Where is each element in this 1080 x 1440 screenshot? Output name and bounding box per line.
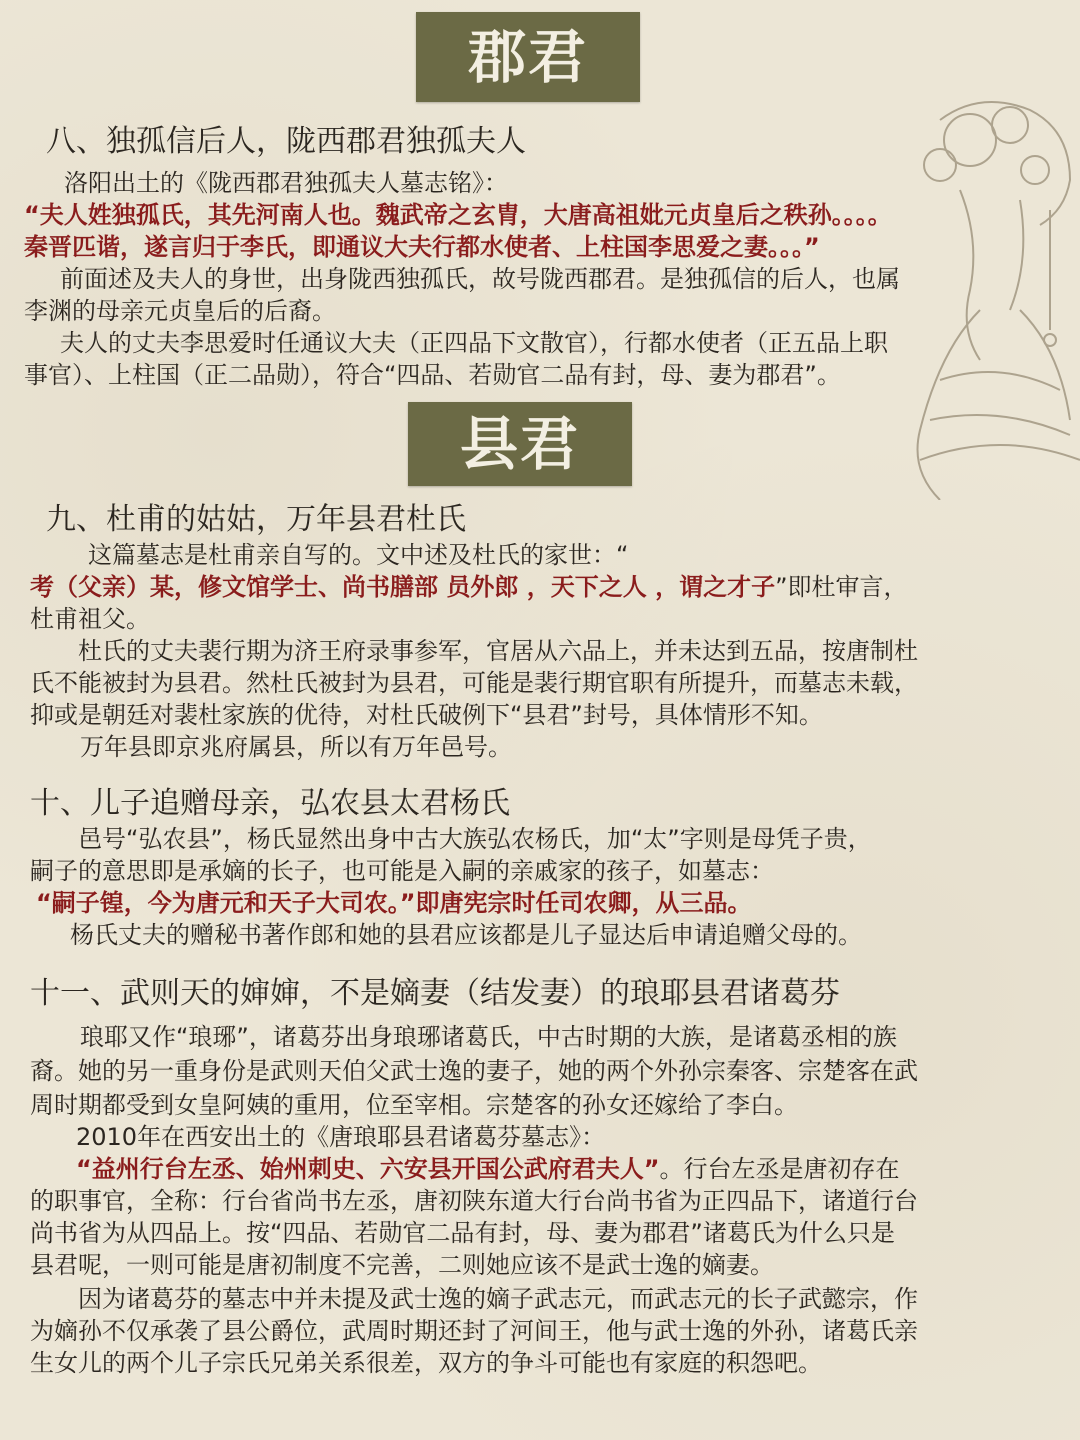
para-11-line10: 为嫡孙不仅承袭了县公爵位，武周时期还封了河间王，他与武士逸的外孙，诸葛氏亲: [30, 1317, 918, 1345]
para-11-line3: 周时期都受到女皇阿姨的重用，位至宰相。宗楚客的孙女还嫁给了李白。: [30, 1091, 798, 1119]
para-11-line8: 县君呢，一则可能是唐初制度不完善，二则她应该不是武士逸的嫡妻。: [30, 1251, 774, 1279]
para-11-quote-tail: 。行台左丞是唐初存在: [659, 1155, 900, 1183]
heading-eight: 八、独孤信后人，陇西郡君独孤夫人: [46, 124, 526, 159]
para-8-line1: 洛阳出土的《陇西郡君独孤夫人墓志铭》：: [64, 169, 508, 197]
para-11-line9: 因为诸葛芬的墓志中并未提及武士逸的嫡子武志元，而武志元的长子武懿宗，作: [78, 1285, 918, 1313]
para-11-line1: 琅耶又作“琅琊”，诸葛芬出身琅琊诸葛氏，中古时期的大族，是诸葛丞相的族: [80, 1023, 897, 1051]
para-8-quote2: 秦晋匹谐，遂言归于李氏，即通议大夫行都水使者、上柱国李思爱之妻。。。”: [24, 233, 820, 261]
heading-nine: 九、杜甫的姑姑，万年县君杜氏: [46, 502, 466, 537]
para-9-line1: 这篇墓志是杜甫亲自写的。文中述及杜氏的家世：“: [88, 541, 629, 569]
para-9-quote-line: [30, 570, 1066, 604]
para-11-line6: 的职事官，全称：行台省尚书左丞，唐初陕东道大行台尚书省为正四品下，诸道行台: [30, 1187, 918, 1215]
para-9-line6: 抑或是朝廷对裴杜家族的优待，对杜氏破例下“县君”封号，具体情形不知。: [30, 701, 823, 729]
para-8-line6: 夫人的丈夫李思爱时任通议大夫（正四品下文散官），行都水使者（正五品上职: [60, 329, 888, 357]
heading-eleven: 十一、武则天的婶婶，不是嫡妻（结发妻）的琅耶县君诸葛芬: [30, 976, 840, 1011]
para-9-line5: 氏不能被封为县君。然杜氏被封为县君，可能是裴行期官职有所提升，而墓志未载，: [30, 669, 918, 697]
section-banner-xianjun: 县君: [408, 402, 632, 486]
para-9-line7: 万年县即京兆府属县，所以有万年邑号。: [80, 733, 512, 761]
para-8-line5: 李渊的母亲元贞皇后的后裔。: [24, 297, 336, 325]
para-10-quote: “嗣子锽，今为唐元和天子大司农。”即唐宪宗时任司农卿，从三品。: [36, 889, 752, 917]
heading-ten: 十、儿子追赠母亲，弘农县太君杨氏: [30, 786, 510, 821]
para-9-line3: 杜甫祖父。: [30, 605, 150, 633]
para-11-line2: 裔。她的另一重身份是武则天伯父武士逸的妻子，她的两个外孙宗秦客、宗楚客在武: [30, 1057, 918, 1085]
para-8-line7: 事官）、上柱国（正二品勋），符合“四品、若勋官二品有封，母、妻为郡君”。: [24, 361, 841, 389]
para-10-line2: 嗣子的意思即是承嫡的长子，也可能是入嗣的亲戚家的孩子，如墓志：: [30, 857, 774, 885]
para-9-quote: 考（父亲）某，修文馆学士、尚书膳部 员外郎 ，天下之人 ，谓之才子: [30, 573, 776, 601]
para-11-line7: 尚书省为从四品上。按“四品、若勋官二品有封，母、妻为郡君”诸葛氏为什么只是: [30, 1219, 895, 1247]
para-8-line4: 前面述及夫人的身世，出身陇西独孤氏，故号陇西郡君。是独孤信的后人，也属: [60, 265, 900, 293]
para-11-line11: 生女儿的两个儿子宗氏兄弟关系很差，双方的争斗可能也有家庭的积怨吧。: [30, 1349, 822, 1377]
para-10-line1: 邑号“弘农县”，杨氏显然出身中古大族弘农杨氏，加“太”字则是母凭子贵，: [78, 825, 872, 853]
para-8-quote1: “夫人姓独孤氏，其先河南人也。魏武帝之玄胄，大唐高祖妣元贞皇后之秩孙。。。。: [24, 201, 892, 229]
para-10-line4: 杨氏丈夫的赠秘书著作郎和她的县君应该都是儿子显达后申请追赠父母的。: [70, 921, 862, 949]
para-11-quote-line: [76, 1152, 1080, 1186]
section-banner-junjun: 郡君: [416, 12, 640, 102]
para-11-quote: “益州行台左丞、始州刺史、六安县开国公武府君夫人”: [76, 1155, 660, 1183]
para-9-line4: 杜氏的丈夫裴行期为济王府录事参军，官居从六品上，并未达到五品，按唐制杜: [78, 637, 918, 665]
para-9-quote-tail: ”即杜审言，: [775, 573, 908, 601]
para-11-line4: 2010年在西安出土的《唐琅耶县君诸葛芬墓志》：: [76, 1123, 606, 1151]
